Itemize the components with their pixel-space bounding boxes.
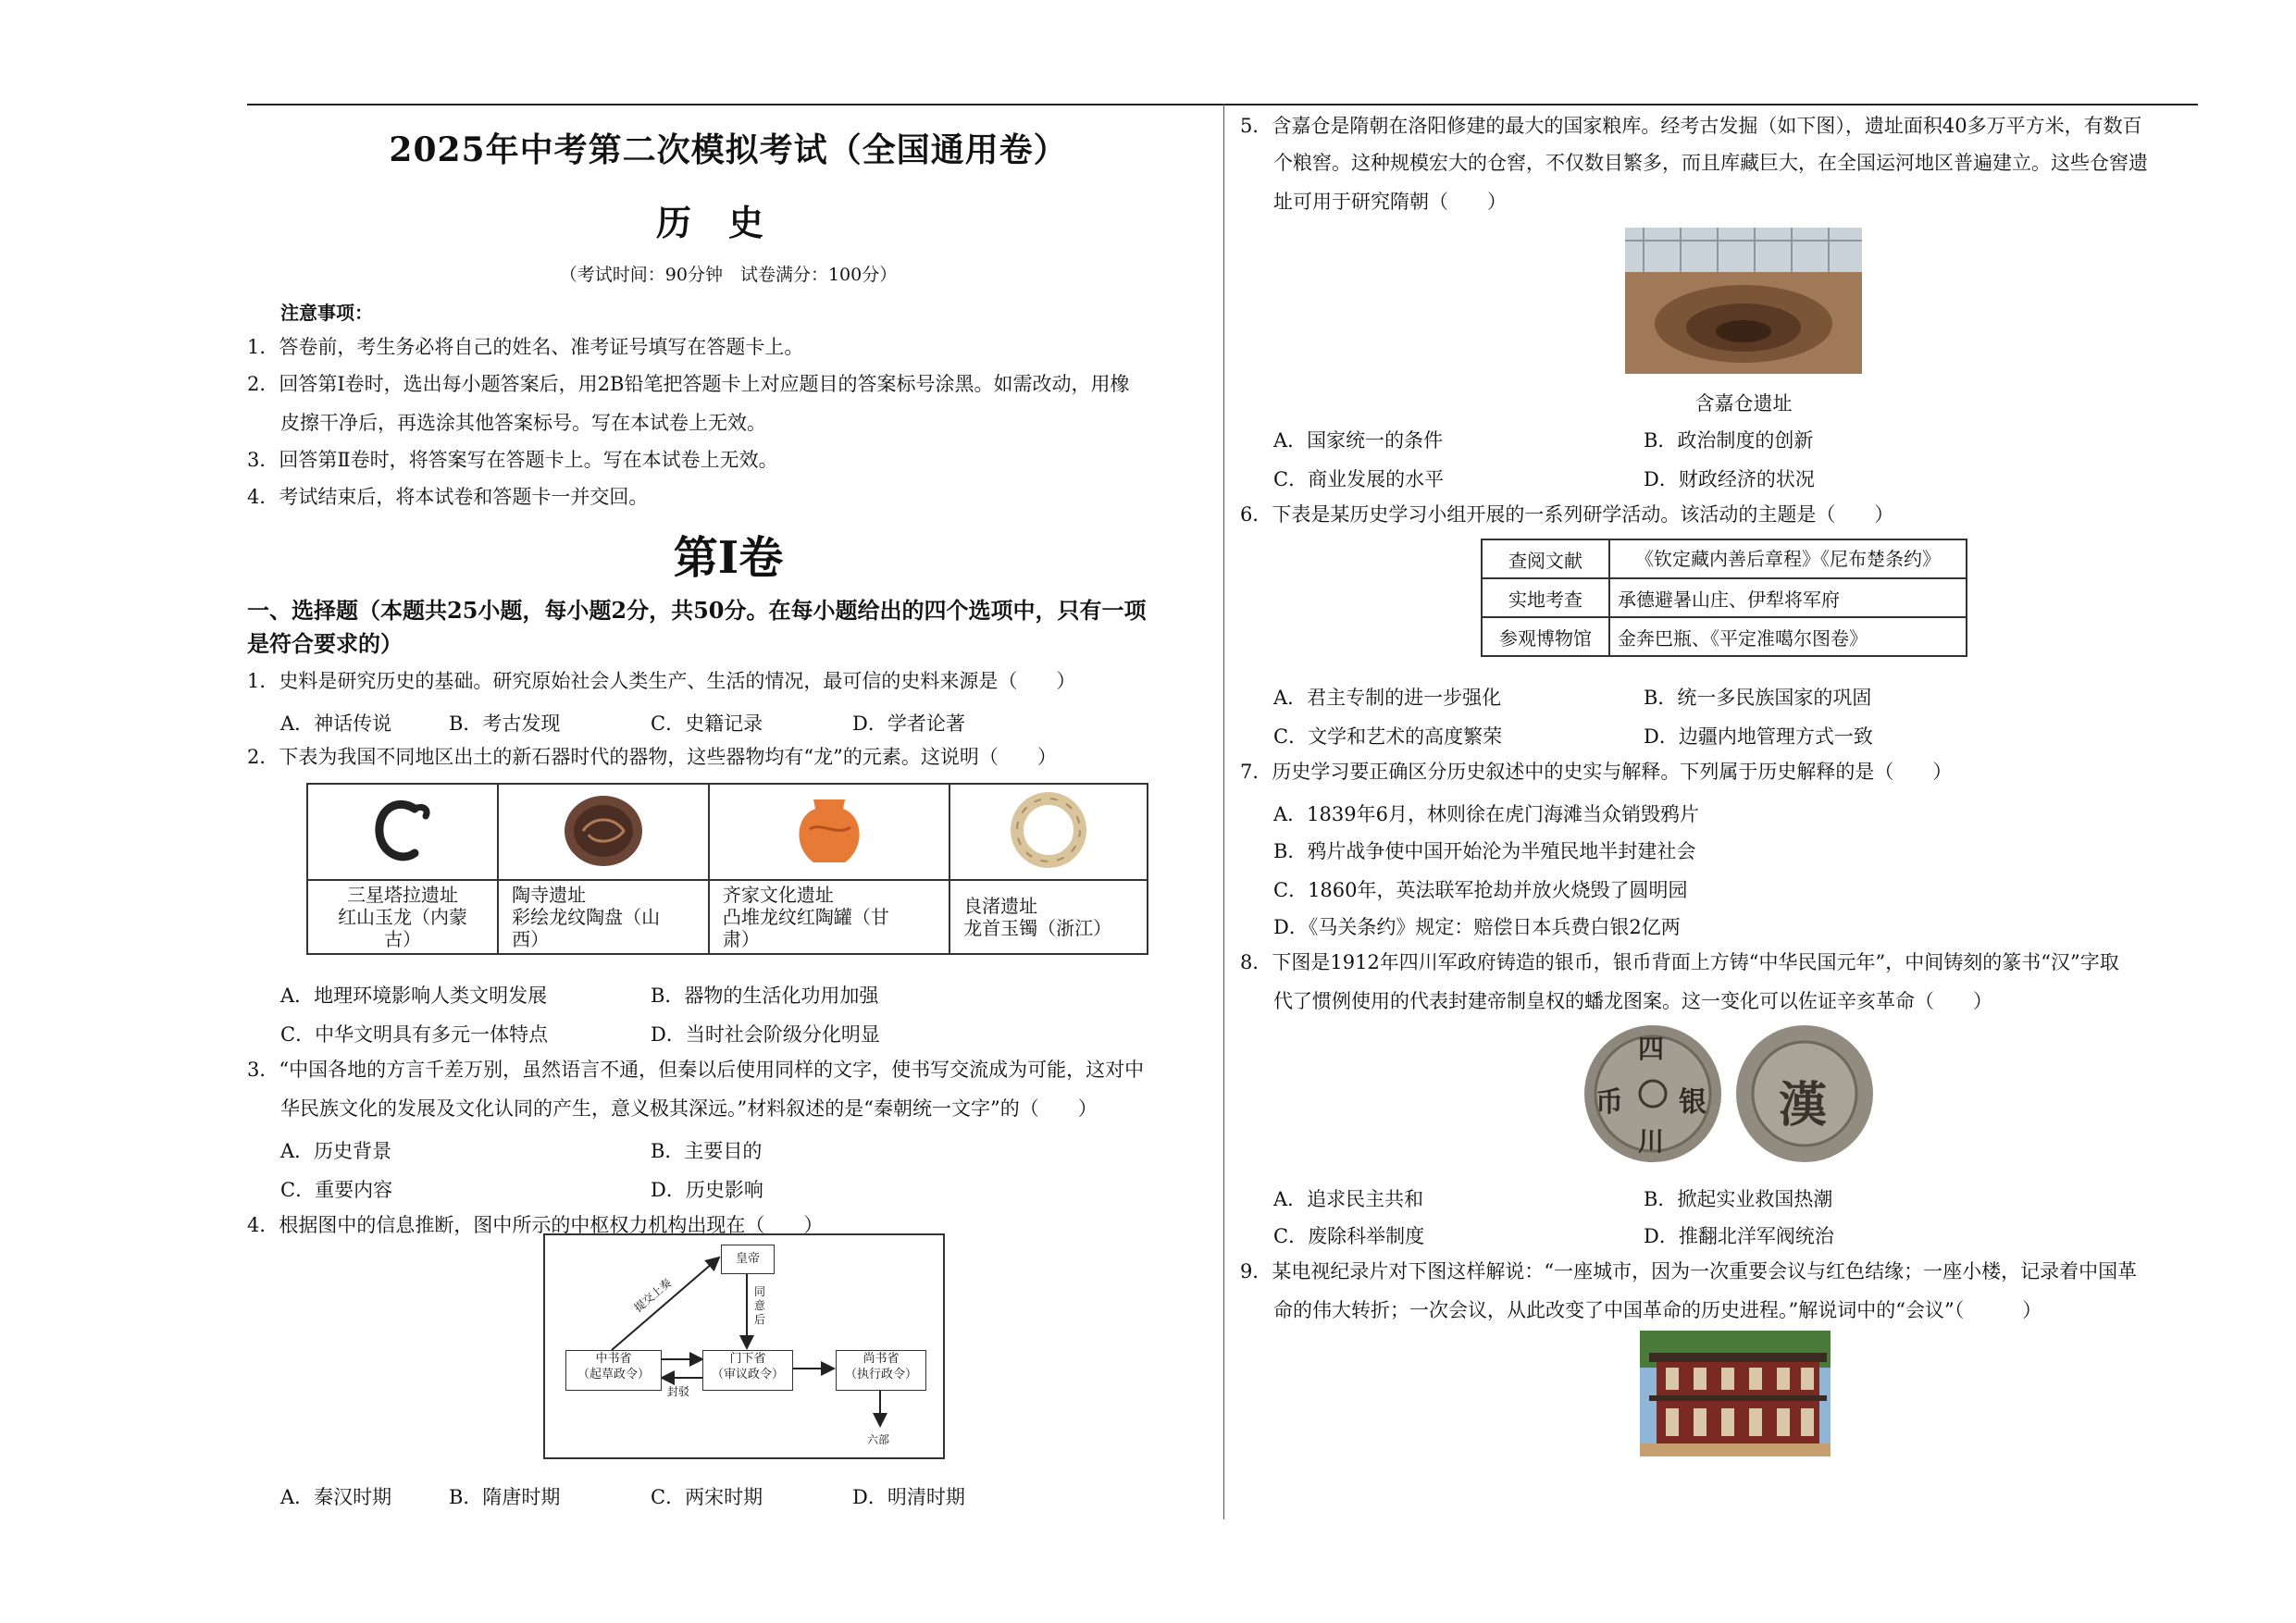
question-6-stem: 6．下表是某历史学习小组开展的一系列研学活动。该活动的主题是（ ）	[1240, 503, 1894, 526]
q1-option-b[interactable]: B．考古发现	[449, 712, 561, 735]
q7-option-a[interactable]: A．1839年6月，林则徐在虎门海滩当众销毁鸦片	[1273, 803, 1699, 825]
question-2-stem: 2．下表为我国不同地区出土的新石器时代的器物，这些器物均有“龙”的元素。这说明（ ）	[247, 746, 1057, 768]
q2-option-c[interactable]: C．中华文明具有多元一体特点	[280, 1023, 549, 1046]
top-rule	[247, 104, 2198, 105]
q5-option-d[interactable]: D．财政经济的状况	[1644, 468, 1815, 490]
coin-front-char: 币	[1595, 1086, 1623, 1119]
question-9-line: 9．某电视纪录片对下图这样解说：“一座城市，因为一次重要会议与红色结缘；一座小楼，记录着中国革	[1240, 1260, 2138, 1282]
coin-front-char: 川	[1638, 1126, 1665, 1157]
q6-option-a[interactable]: A．君主专制的进一步强化	[1273, 687, 1502, 709]
caption-line: 齐家文化遗址	[722, 884, 834, 906]
note-item: 3．回答第Ⅱ卷时，将答案写在答题卡上。写在本试卷上无效。	[247, 449, 778, 471]
artifact-caption	[709, 880, 949, 954]
q7-option-b[interactable]: B．鸦片战争使中国开始沦为半殖民地半封建社会	[1273, 840, 1696, 862]
painted-plate-icon	[557, 788, 650, 872]
table-cell: 金奔巴瓶、《平定准噶尔图卷》	[1609, 617, 1967, 656]
node-role: （执行政令）	[844, 1368, 917, 1381]
coin-front-char: 四	[1638, 1034, 1665, 1064]
exam-meta: （考试时间：90分钟 试卷满分：100分）	[559, 265, 898, 285]
artifact-caption	[498, 880, 709, 954]
artifact-cell	[498, 784, 709, 880]
artifact-cell	[949, 784, 1148, 880]
node-title: 尚书省	[863, 1352, 900, 1366]
caption-line: 红山玉龙（内蒙	[338, 906, 468, 928]
coin-back-han-char: 漢	[1779, 1077, 1828, 1134]
menxia-node	[702, 1350, 793, 1391]
q7-option-c[interactable]: C．1860年，英法联军抢劫并放火烧毁了圆明园	[1273, 879, 1688, 901]
approve-label: 同意后	[754, 1285, 766, 1326]
q8-option-b[interactable]: B．掀起实业救国热潮	[1644, 1188, 1833, 1210]
caption-line: 肃）	[722, 928, 760, 950]
caption-line: 彩绘龙纹陶盘（山	[512, 906, 661, 928]
artifact-cell	[709, 784, 949, 880]
submit-label: 提交上奏	[631, 1276, 675, 1315]
q4-option-b[interactable]: B．隋唐时期	[449, 1486, 561, 1508]
jade-bracelet-icon	[1007, 788, 1090, 872]
section-heading	[247, 594, 1210, 661]
q3-option-b[interactable]: B．主要目的	[651, 1140, 763, 1162]
table-cell: 《钦定藏内善后章程》《尼布楚条约》	[1609, 539, 1967, 578]
q1-option-a[interactable]: A．神话传说	[280, 712, 392, 735]
q5-option-a[interactable]: A．国家统一的条件	[1273, 429, 1444, 452]
q3-option-d[interactable]: D．历史影响	[651, 1179, 763, 1201]
note-item: 4．考试结束后，将本试卷和答题卡一并交回。	[247, 486, 649, 508]
caption-line: 陶寺遗址	[512, 884, 587, 906]
question-5-line: 址可用于研究隋朝（ ）	[1273, 191, 1507, 213]
q5-option-c[interactable]: C．商业发展的水平	[1273, 468, 1445, 490]
artifact-caption	[949, 880, 1148, 954]
q2-option-b[interactable]: B．器物的生活化功用加强	[651, 985, 879, 1007]
table-row	[1482, 617, 1967, 656]
notes-heading: 注意事项：	[280, 302, 373, 324]
question-3-line: 华民族文化的发展及文化认同的产生，意义极其深远。”材料叙述的是“秦朝统一文字”的（ ）	[280, 1097, 1098, 1120]
artifact-caption	[307, 880, 498, 954]
node-role: （起草政令）	[577, 1368, 650, 1381]
q1-option-c[interactable]: C．史籍记录	[651, 712, 763, 735]
note-item: 1．答卷前，考生务必将自己的姓名、准考证号填写在答题卡上。	[247, 336, 804, 358]
question-4-stem: 4．根据图中的信息推断，图中所示的中枢权力机构出现在（ ）	[247, 1214, 824, 1236]
table-row	[1482, 578, 1967, 617]
q1-option-d[interactable]: D．学者论著	[852, 712, 965, 735]
table-cell: 查阅文献	[1482, 539, 1609, 578]
node-title: 门下省	[729, 1352, 766, 1366]
caption-line: 古）	[384, 928, 422, 950]
power-structure-diagram	[543, 1233, 945, 1459]
volume-heading: 第Ⅰ卷	[673, 532, 784, 584]
study-activity-table	[1481, 539, 1967, 657]
table-cell: 参观博物馆	[1482, 617, 1609, 656]
zhongshu-node	[565, 1350, 662, 1391]
q4-option-d[interactable]: D．明清时期	[852, 1486, 965, 1508]
question-5-line: 个粮窖。这种规模宏大的仓窖，不仅数目繁多，而且库藏巨大，在全国运河地区普遍建立。这些仓窖遗	[1273, 152, 2148, 174]
table-cell: 实地考查	[1482, 578, 1609, 617]
artifact-cell	[307, 784, 498, 880]
question-9-line: 命的伟大转折；一次会议，从此改变了中国革命的历史进程。”解说词中的“会议”（ ）	[1273, 1299, 2042, 1321]
node-title: 中书省	[595, 1352, 632, 1366]
red-pottery-jar-icon	[788, 788, 871, 872]
table-cell: 承德避暑山庄、伊犁将军府	[1609, 578, 1967, 617]
q2-option-a[interactable]: A．地理环境影响人类文明发展	[280, 985, 548, 1007]
caption-line: 西）	[512, 928, 550, 950]
note-item: 2．回答第Ⅰ卷时，选出每小题答案后，用2B铅笔把答题卡上对应题目的答案标号涂黑。如需改动，用橡	[247, 373, 1130, 395]
question-5-line: 5．含嘉仓是隋朝在洛阳修建的最大的国家粮库。经考古发掘（如下图），遗址面积40多万平方米，有数百	[1240, 115, 2142, 137]
q3-option-c[interactable]: C．重要内容	[280, 1179, 393, 1201]
note-item: 皮擦干净后，再选涂其他答案标号。写在本试卷上无效。	[280, 412, 766, 434]
section-line: 是符合要求的）	[247, 630, 403, 657]
q7-option-d[interactable]: D．《马关条约》规定：赔偿日本兵费白银2亿两	[1273, 916, 1681, 938]
question-8-line: 代了惯例使用的代表封建帝制皇权的蟠龙图案。这一变化可以佐证辛亥革命（ ）	[1273, 990, 1992, 1012]
coin-front-char: 银	[1679, 1086, 1706, 1119]
q8-option-c[interactable]: C．废除科举制度	[1273, 1225, 1425, 1247]
caption-line: 凸堆龙纹红陶罐（甘	[722, 906, 889, 928]
q3-option-a[interactable]: A．历史背景	[280, 1140, 392, 1162]
question-8-line: 8．下图是1912年四川军政府铸造的银币，银币背面上方铸“中华民国元年”，中间铸刻的篆书“汉”字取	[1240, 951, 2119, 973]
q8-option-a[interactable]: A．追求民主共和	[1273, 1188, 1424, 1210]
column-divider	[1223, 104, 1224, 1519]
granary-site-photo	[1625, 228, 1862, 374]
shangshu-node	[836, 1350, 926, 1391]
jade-dragon-icon	[361, 788, 444, 872]
caption-line: 龙首玉镯（浙江）	[963, 917, 1112, 939]
table-row	[1482, 539, 1967, 578]
caption-line: 良渚遗址	[963, 895, 1038, 917]
question-3-line: 3．“中国各地的方言千差万别，虽然语言不通，但秦以后使用同样的文字，使书写交流成为可能，这对中	[247, 1059, 1145, 1081]
artifact-table	[306, 783, 1148, 955]
silver-coin-photo	[1582, 1022, 1877, 1166]
question-7-stem: 7．历史学习要正确区分历史叙述中的史实与解释。下列属于历史解释的是（ ）	[1240, 761, 1953, 783]
granary-caption: 含嘉仓遗址	[1694, 392, 1793, 415]
q6-option-d[interactable]: D．边疆内地管理方式一致	[1644, 725, 1873, 748]
reject-label: 封驳	[667, 1385, 690, 1398]
question-1-stem: 1．史料是研究历史的基础。研究原始社会人类生产、生活的情况，最可信的史料来源是（ ）	[247, 670, 1076, 692]
emperor-node: 皇帝	[721, 1245, 775, 1274]
q2-option-d[interactable]: D．当时社会阶级分化明显	[651, 1023, 880, 1046]
q6-option-c[interactable]: C．文学和艺术的高度繁荣	[1273, 725, 1503, 748]
caption-line: 三星塔拉遗址	[347, 884, 459, 906]
six-ministries-label: 六部	[867, 1433, 890, 1446]
q6-option-b[interactable]: B．统一多民族国家的巩固	[1644, 687, 1872, 709]
q4-option-a[interactable]: A．秦汉时期	[280, 1486, 392, 1508]
zunyi-meeting-site-photo	[1640, 1331, 1831, 1456]
q4-option-c[interactable]: C．两宋时期	[651, 1486, 763, 1508]
node-role: （审议政令）	[711, 1368, 784, 1381]
section-line: 一、选择题（本题共25小题，每小题2分，共50分。在每小题给出的四个选项中，只有一项	[247, 597, 1147, 624]
q5-option-b[interactable]: B．政治制度的创新	[1644, 429, 1814, 452]
exam-title: 2025年中考第二次模拟考试（全国通用卷）	[389, 130, 1068, 169]
q8-option-d[interactable]: D．推翻北洋军阀统治	[1644, 1225, 1834, 1247]
exam-subject: 历史	[655, 202, 800, 243]
